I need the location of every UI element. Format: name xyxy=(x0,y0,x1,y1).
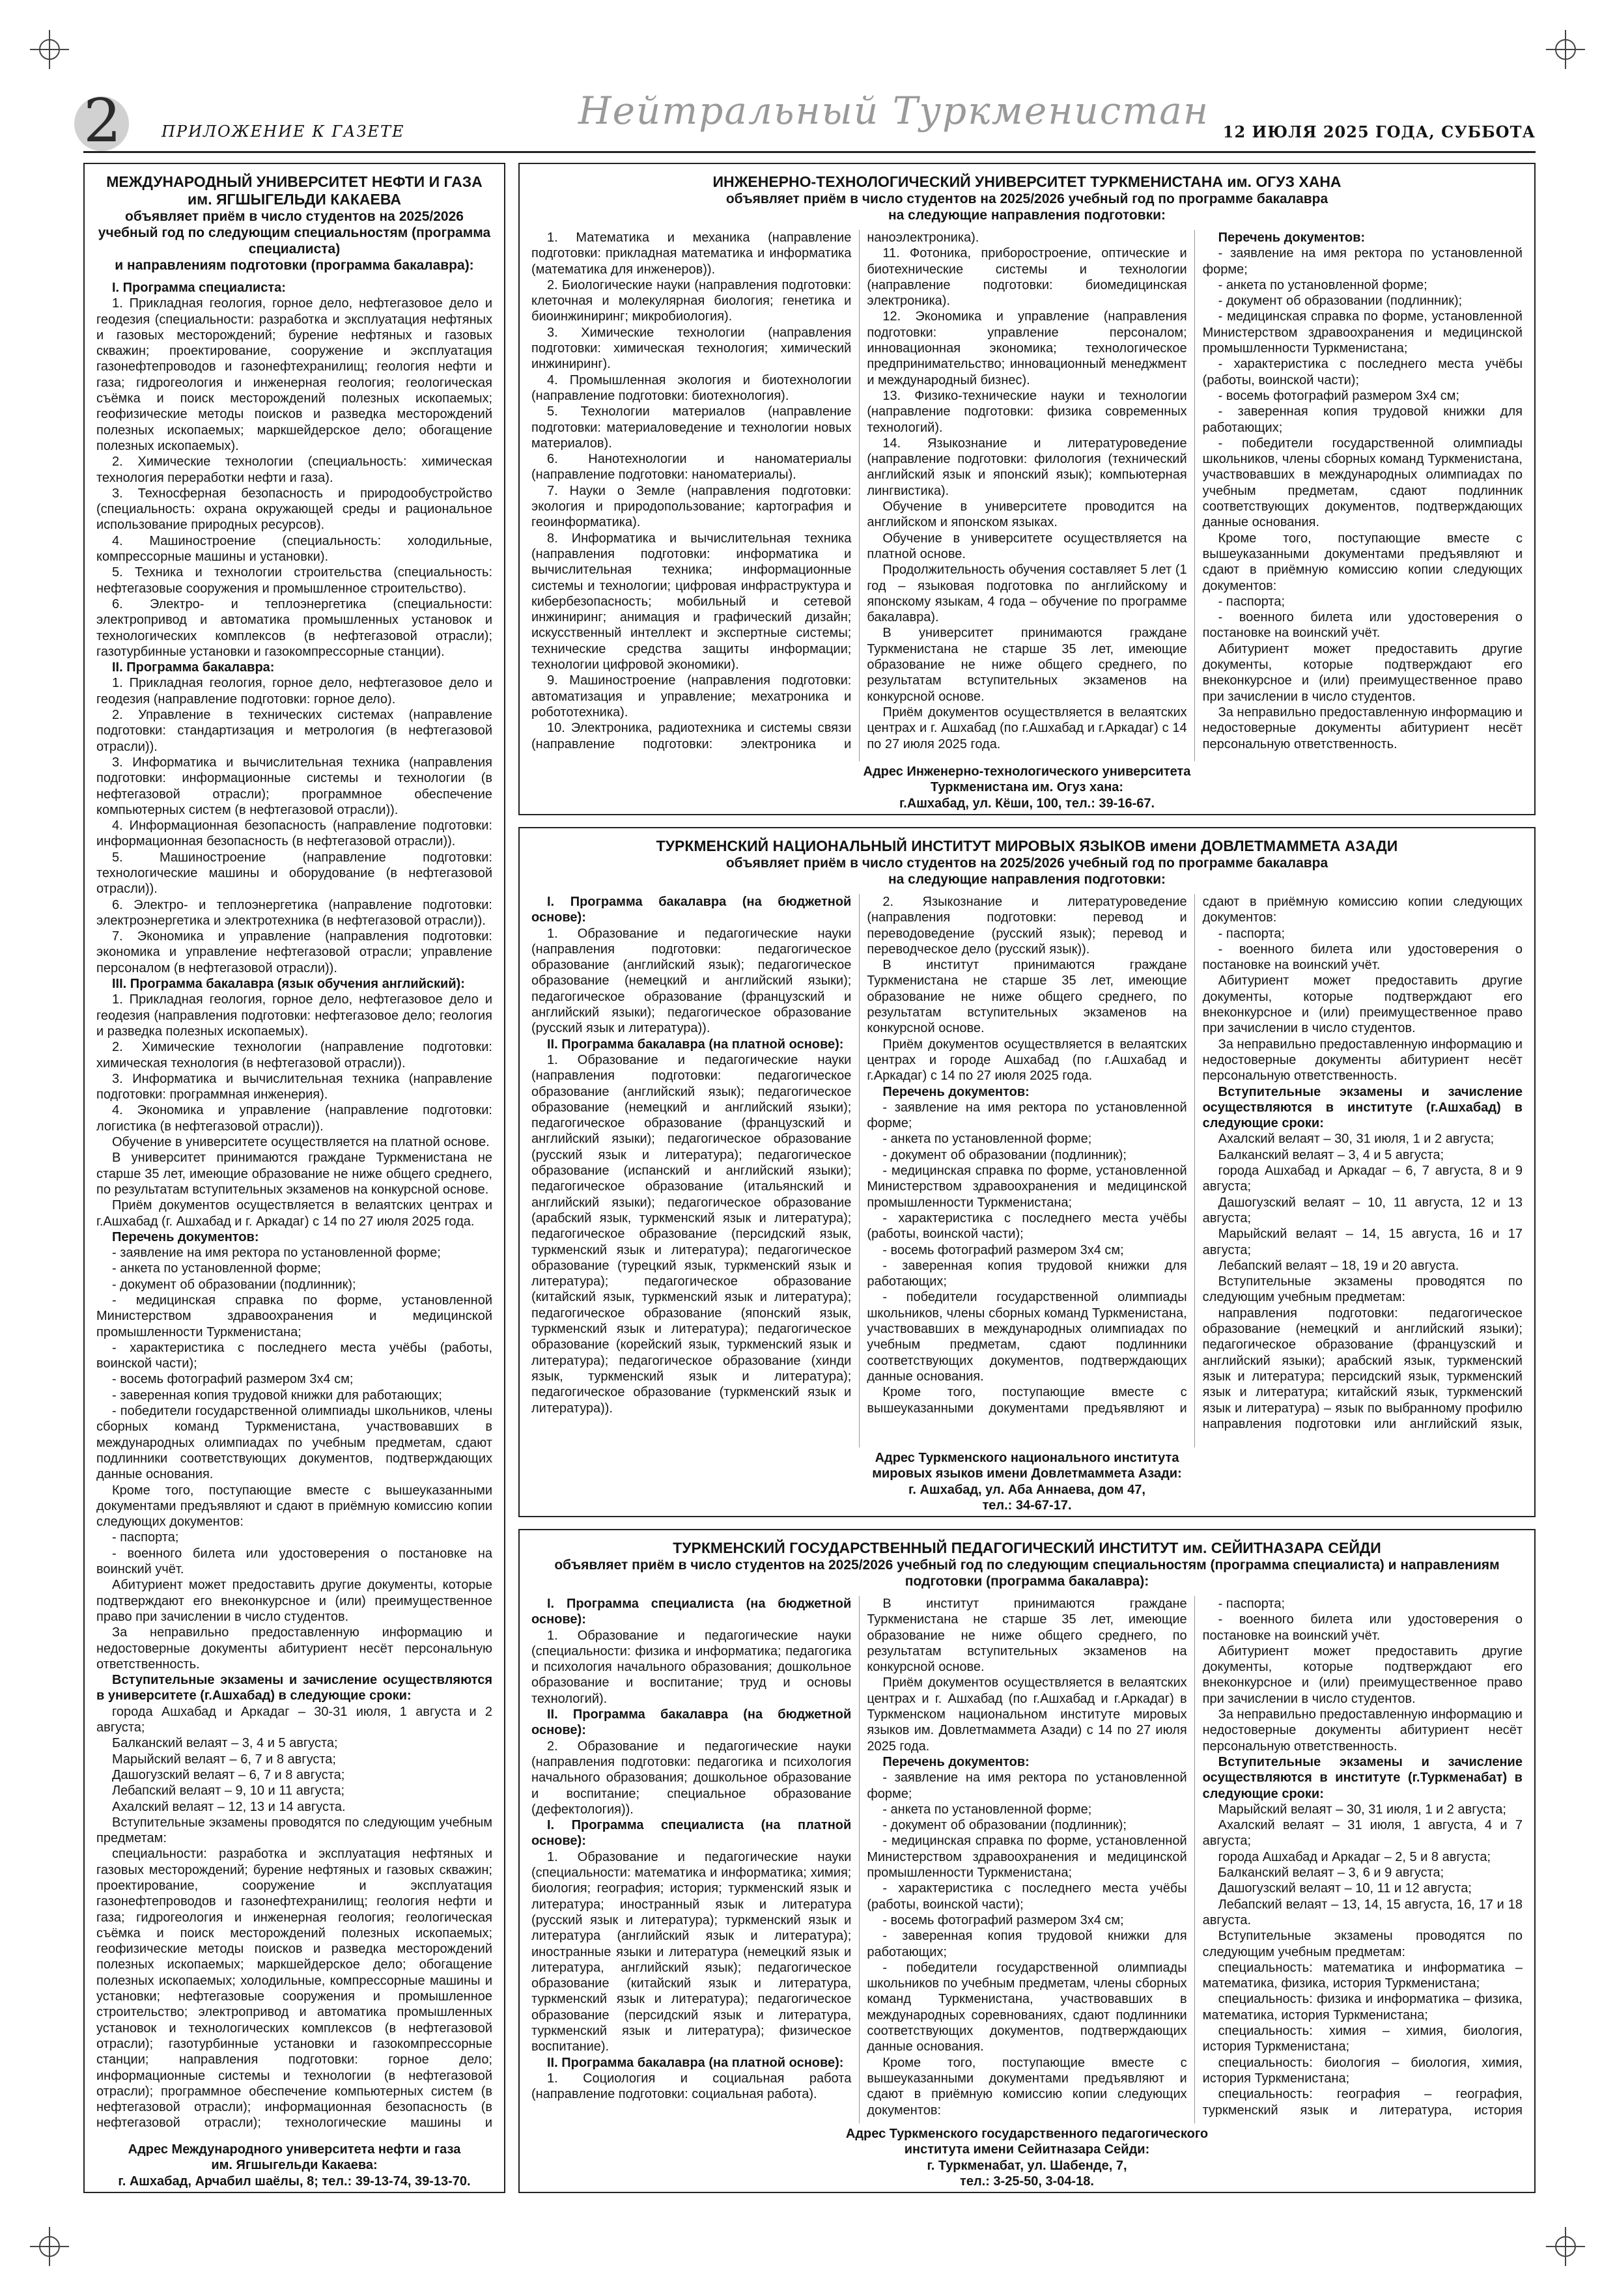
article-paragraph: 4. Информационная безопасность (направление подготовки: информационная безопасность (в нефтегазовой отрасли)). xyxy=(96,819,492,849)
article-paragraph: 3. Информатика и вычислительная техника (направления подготовки: информационные системы и технологии (в нефтегазовой отрасли); программное обеспечение компьютерных систем (в нефтегазовой отрасли)). xyxy=(96,755,492,817)
article-paragraph: - победители государственной олимпиады школьников по учебным предметам, члены сборных команд Туркменистана, участвовавших в международных соревнованиях, сдают подлинники соответствующих документов, подтверждающих данные основания. xyxy=(867,1960,1187,2054)
article-paragraph: 8. Информатика и вычислительная техника (направления подготовки: информатика и вычислительная техника; информационные системы и технологии; цифровая инфраструктура и кибербезопасность; мобильный и сетевой инжиниринг; анимация и графический дизайн; искусственный интеллект и экспертные системы; технические средства защиты информации; технологии цифровой экономики). xyxy=(531,531,852,673)
article-paragraph: - медицинская справка по форме, установленной Министерством здравоохранения и медицинской промышленности Туркменистана; xyxy=(96,1293,492,1339)
article-paragraph: - анкета по установленной форме; xyxy=(1218,277,1427,292)
article-paragraph: Приём документов осуществляется в велаятских центрах и г.Ашхабад (г. Ашхабад и г. Аркадаг) с 14 по 27 июля 2025 года. xyxy=(96,1198,492,1229)
article-paragraph: I. Программа специалиста: xyxy=(112,281,286,295)
article-paragraph: 5. Машиностроение (направление подготовки: технологические машины и оборудование (в нефтегазовой отрасли)). xyxy=(96,850,492,897)
article-paragraph: - заявление на имя ректора по установленной форме; xyxy=(1202,246,1523,277)
article-paragraph: Кроме того, поступающие вместе с вышеуказанными документами предъявляют и сдают в приёмную комиссию копии следующих документов: xyxy=(96,1483,492,1530)
article-paragraph: 1. Математика и механика (направление подготовки: прикладная математика и информатика (математика для инженеров)). xyxy=(531,231,852,277)
crop-mark-top-left xyxy=(30,30,69,69)
article-world-languages-institute xyxy=(518,827,1536,1517)
article-paragraph: - заявление на имя ректора по установленной форме; xyxy=(867,1100,1187,1131)
article-paragraph: - паспорта; xyxy=(1218,926,1285,941)
article-paragraph: - анкета по установленной форме; xyxy=(882,1132,1092,1147)
article-paragraph: 12. Экономика и управление (направления подготовки: управление персоналом; инновационная экономика; технологическое предпринимательство; инновационный менеджмент и международный бизнес). xyxy=(867,309,1187,387)
article-paragraph: Балканский велаят – 3, 4 и 5 августа; xyxy=(112,1736,338,1751)
article-paragraph: За неправильно предоставленную информацию и недостоверные документы абитуриент несёт персональную ответственность. xyxy=(1202,705,1523,751)
article-paragraph: - восемь фотографий размером 3х4 см; xyxy=(1218,388,1460,403)
article-paragraph: Вступительные экзамены и зачисление осуществляются в институте (г.Туркменабат) в следующие сроки: xyxy=(1202,1754,1523,1801)
article-paragraph: Дашогузский велаят – 10, 11 и 12 августа; xyxy=(1218,1881,1472,1896)
article-paragraph: 6. Электро- и теплоэнергетика (направление подготовки: электроэнергетика и электротехника (в нефтегазовой отрасли)). xyxy=(96,897,492,928)
article-paragraph: - заверенная копия трудовой книжки для работающих; xyxy=(867,1929,1187,1959)
article-paragraph: Обучение в университете осуществляется на платной основе. xyxy=(112,1135,490,1150)
article-paragraph: II. Программа бакалавра (на платной основе): xyxy=(547,2055,844,2070)
article-paragraph: 1. Прикладная геология, горное дело, нефтегазовое дело и геодезия (специальности: разработка и эксплуатация нефтяных и газовых месторождений; бурение нефтяных и газовых скважин; проектирование, сооружение и эксплуатация газонефтепроводов и газонефтехранилищ; геология нефти и газа; гидрогеология и инженерная геология; геологическая съёмка и поиск месторождений полезных ископаемых; геофизические методы поисков и разведка месторождений полезных ископаемых; маркшейдерское дело; обогащение полезных ископаемых). xyxy=(96,296,492,453)
page-header xyxy=(83,86,1536,156)
article-paragraph: 1. Образование и педагогические науки (направления подготовки: педагогическое образование (английский язык); педагогическое образование (немецкий и английский языки); педагогическое образование (французский и английский языки); педагогическое образование (русский язык и литература)). xyxy=(531,926,852,1036)
article-paragraph: Обучение в университете осуществляется на платной основе. xyxy=(867,531,1187,561)
article-paragraph: - заявление на имя ректора по установленной форме; xyxy=(112,1246,441,1261)
article-paragraph: Обучение в университете проводится на английском и японском языках. xyxy=(867,499,1187,530)
article-paragraph: Вступительные экзамены проводятся по следующим учебным предметам: xyxy=(96,1815,492,1846)
article-paragraph: - характеристика с последнего места учёбы (работы, воинской части); xyxy=(96,1340,492,1371)
article-paragraph: - паспорта; xyxy=(1218,594,1285,609)
article-paragraph: - анкета по установленной форме; xyxy=(882,1802,1092,1817)
article-paragraph: 4. Машиностроение (специальность: холодильные, компрессорные машины и установки). xyxy=(96,533,492,565)
article-paragraph: Продолжительность обучения составляет 5 лет (1 год – языковая подготовка по английскому и японскому языкам, 4 года – обучение по программе бакалавра). xyxy=(867,563,1187,625)
article-paragraph: - победители государственной олимпиады школьников, члены сборных команд Туркменистана, участвовавших в международных олимпиадах по учебным предметам, сдают подлинники соответствующих документов, подтверждающих данные основания. xyxy=(867,1290,1187,1384)
article-paragraph: Кроме того, поступающие вместе с вышеуказанными документами предъявляют и сдают в приёмную комиссию копии следующих документов: xyxy=(867,2055,1187,2118)
article-paragraph: - победители государственной олимпиады школьников, члены сборных команд Туркменистана, участвовавших в международных олимпиадах по учебным предметам, сдают подлинники соответствующих документов, подтверждающих данные основания. xyxy=(96,1404,492,1482)
article-paragraph: 2. Химические технологии (специальность: химическая технология переработки нефти и газа). xyxy=(96,455,492,485)
article-paragraph: Вступительные экзамены и зачисление осуществляются в университете (г.Ашхабад) в следующие сроки: xyxy=(96,1673,492,1703)
issue-date: 12 ИЮЛЯ 2025 ГОДА, СУББОТА xyxy=(1222,122,1536,141)
article-address xyxy=(96,2142,492,2189)
article-paragraph: Приём документов осуществляется в велаятских центрах и г. Ашхабад (по г.Ашхабад и г.Аркадаг) в Туркменском национальном институте мировых языков им. Довлетмаммета Азади) с 14 по 27 июля 2025 года. xyxy=(867,1675,1187,1754)
article-paragraph: - документ об образовании (подлинник); xyxy=(882,1147,1127,1162)
article-paragraph: 1. Прикладная геология, горное дело, нефтегазовое дело и геодезия (направления подготовки: нефтегазовое дело; геология и разведка полезных ископаемых). xyxy=(96,992,492,1039)
article-paragraph: - документ об образовании (подлинник); xyxy=(882,1818,1127,1833)
article-paragraph: Кроме того, поступающие вместе с вышеуказанными документами предъявляют и сдают в приёмную комиссию копии следующих документов: xyxy=(1202,531,1523,593)
article-paragraph: Ахалский велаят – 31 июля, 1 августа, 4 и 7 августа; xyxy=(1202,1818,1523,1849)
article-subtitle: объявляет приём в число студентов на 2025/2026 учебный год по следующим специальностям (программа специалиста) xyxy=(98,209,491,257)
address-line: мировых языков имени Довлетмаммета Азади: xyxy=(872,1466,1182,1481)
article-subtitle-2: на следующие направления подготовки: xyxy=(888,872,1166,887)
article-oil-gas-university xyxy=(83,163,505,2193)
article-paragraph: специальности: разработка и эксплуатация нефтяных и газовых месторождений; бурение нефтяных и газовых скважин; проектирование, сооружение и эксплуатация газонефтепроводов и газонефтехранилищ; геология нефти и газа; гидрогеология и инженерная геология; геологическая съёмка и поиск месторождений полезных ископаемых; геофизические методы поисков и разведка месторождений полезных ископаемых; маркшейдерское дело; обогащение полезных ископаемых; холодильные, компрессорные машины и установки; нефтегазовые сооружения и промышленное строительство; электропривод и автоматика промышленных установок и технологических комплексов (в нефтегазовой отрасли); газотурбинные установки и газокомпрессорные станции; направления подготовки: горное дело; информационные системы и технологии (в нефтегазовой отрасли); программное обеспечение компьютерных систем (в нефтегазовой отрасли); информационная безопасность (в нефтегазовой отрасли); технологические машины и xyxy=(96,1847,492,2131)
article-paragraph: 2. Биологические науки (направления подготовки: клеточная и молекулярная биология; генетика и биоинжиниринг; микробиология). xyxy=(531,277,852,324)
article-paragraph: - восемь фотографий размером 3х4 см; xyxy=(112,1372,354,1387)
article-paragraph: Ахалский велаят – 30, 31 июля, 1 и 2 августа; xyxy=(1218,1132,1495,1147)
article-paragraph: - военного билета или удостоверения о постановке на воинский учёт. xyxy=(1202,942,1523,973)
article-paragraph: Вступительные экзамены проводятся по следующим учебным предметам: xyxy=(1202,1929,1523,1959)
article-paragraph: II. Программа бакалавра (на бюджетной основе): xyxy=(531,1707,852,1738)
article-paragraph: 5. Техника и технологии строительства (специальность: нефтегазовые сооружения и промышленное строительство). xyxy=(96,565,492,596)
article-paragraph: - паспорта; xyxy=(1218,1597,1285,1611)
article-body xyxy=(531,230,1523,761)
address-line: им. Ягшыгельди Какаева: xyxy=(211,2158,378,2173)
article-subtitle-2: и направлениям подготовки (программа бакалавра): xyxy=(115,258,474,273)
article-paragraph: направления подготовки: педагогическое образование (немецкий и английский языки); педагогическое образование (французский и английский языки); арабский язык, туркменский язык и литература; персидский язык, туркменский язык и литература; китайский язык, туркменский язык и литература) – язык по выбранному профилю направления подготовки или английский язык, xyxy=(1202,1306,1523,1431)
article-paragraph: 1. Образование и педагогические науки (специальности: математика и информатика; химия; биология; география; история; туркменский язык и литература; иностранный язык и литература (русский язык и литература); туркменский язык и литература (английский язык и литература); иностранные языки и литература (немецкий язык и литература, английский язык); педагогическое образование (китайский язык и литература, туркменский язык и литература); педагогическое образование (персидский язык и литература, туркменский язык и литература); физическое воспитание). xyxy=(531,1849,852,2054)
address-line: тел.: 34-67-17. xyxy=(982,1498,1072,1513)
article-paragraph: 6. Электро- и теплоэнергетика (специальности: электропривод и автоматика промышленных установок и технологических комплексов (в нефтегазовой отрасли); газотурбинные установки и газокомпрессорные станции). xyxy=(96,596,492,659)
article-paragraph: Балканский велаят – 3, 4 и 5 августа; xyxy=(1218,1147,1444,1162)
article-paragraph: За неправильно предоставленную информацию и недостоверные документы абитуриент несёт персональную ответственность. xyxy=(96,1625,492,1672)
article-paragraph: Абитуриент может предоставить другие документы, которые подтверждают его внеконкурсное и (или) преимущественное право при зачислении в число студентов. xyxy=(1202,973,1523,1036)
article-paragraph: специальность: биология – биология, химия, история Туркменистана; xyxy=(1202,2055,1523,2086)
article-paragraph: I. Программа бакалавра (на бюджетной основе): xyxy=(531,895,852,925)
article-paragraph: Марыйский велаят – 30, 31 июля, 1 и 2 августа; xyxy=(1218,1802,1506,1817)
article-paragraph: Приём документов осуществляется в велаятских центрах и г. Ашхабад (по г.Ашхабад и г.Аркадаг) с 14 по 27 июля 2025 года. xyxy=(867,705,1187,751)
article-paragraph: 9. Машиностроение (направления подготовки: автоматизация и управление; мехатроника и робототехника). xyxy=(531,673,852,720)
article-paragraph: Приём документов осуществляется в велаятских центрах и городе Ашхабад (по г.Ашхабад и г.Аркадаг) с 14 по 27 июля 2025 года. xyxy=(867,1037,1187,1084)
article-paragraph: Абитуриент может предоставить другие документы, которые подтверждают его внеконкурсное и (или) преимущественное право при зачислении в число студентов. xyxy=(1202,641,1523,704)
article-paragraph: - восемь фотографий размером 3х4 см; xyxy=(882,1242,1124,1257)
article-paragraph: 3. Химические технологии (направления подготовки: химическая технология; химический инжиниринг). xyxy=(531,325,852,372)
article-paragraph: 1. Социология и социальная работа (направление подготовки: социальная работа). xyxy=(531,2071,852,2102)
supplement-label: ПРИЛОЖЕНИЕ К ГАЗЕТЕ xyxy=(162,122,405,141)
article-paragraph: - восемь фотографий размером 3х4 см; xyxy=(882,1912,1124,1927)
article-paragraph: II. Программа бакалавра (на платной основе): xyxy=(547,1037,844,1052)
article-title: ТУРКМЕНСКИЙ ГОСУДАРСТВЕННЫЙ ПЕДАГОГИЧЕСКИЙ ИНСТИТУТ им. СЕЙИТНАЗАРА СЕЙДИ xyxy=(673,1539,1381,1556)
article-paragraph: 4. Промышленная экология и биотехнологии (направление подготовки: биотехнология). xyxy=(531,372,852,403)
address-line: Адрес Туркменского государственного педагогического xyxy=(845,2127,1209,2141)
article-paragraph: города Ашхабад и Аркадаг – 30-31 июля, 1 августа и 2 августа; xyxy=(96,1704,492,1735)
article-paragraph: 2. Языкознание и литературоведение (направления подготовки: перевод и переводоведение (русский язык); перевод и переводческое дело (русский язык)). xyxy=(867,895,1187,957)
article-paragraph: 13. Физико-технические науки и технологии (направление подготовки: физика современных технологий). xyxy=(867,388,1187,435)
address-line: Адрес Туркменского национального института xyxy=(875,1451,1179,1465)
article-paragraph: Дашогузский велаят – 10, 11 августа, 12 и 13 августа; xyxy=(1202,1195,1523,1225)
article-oguz-khan-university xyxy=(518,163,1536,815)
article-paragraph: В университет принимаются граждане Туркменистана не старше 35 лет, имеющие образование не ниже общего среднего, по результатам вступительных экзаменов на конкурсной основе. xyxy=(867,626,1187,704)
article-paragraph: 3. Техносферная безопасность и природообустройство (специальность: охрана окружающей среды и рациональное использование природных ресурсов). xyxy=(96,486,492,533)
article-paragraph: В институт принимаются граждане Туркменистана не старше 35 лет, имеющие образование не ниже общего среднего, по результатам вступительных экзаменов на конкурсной основе. xyxy=(867,958,1187,1036)
article-paragraph: Балканский велаят – 3, 6 и 9 августа; xyxy=(1218,1866,1444,1881)
article-paragraph: - характеристика с последнего места учёбы (работы, воинской части); xyxy=(867,1211,1187,1242)
article-paragraph: - заверенная копия трудовой книжки для работающих; xyxy=(112,1388,442,1403)
article-address xyxy=(531,1450,1523,1513)
address-line: г. Ашхабад, ул. Аба Аннаева, дом 47, xyxy=(908,1482,1145,1497)
article-paragraph: За неправильно предоставленную информацию и недостоверные документы абитуриент несёт персональную ответственность. xyxy=(1202,1707,1523,1754)
article-paragraph: - заверенная копия трудовой книжки для работающих; xyxy=(867,1258,1187,1289)
article-paragraph: В институт принимаются граждане Туркменистана не старше 35 лет, имеющие образование не ниже общего среднего, по результатам вступительных экзаменов на конкурсной основе. xyxy=(867,1597,1187,1675)
article-paragraph: - заверенная копия трудовой книжки для работающих; xyxy=(1202,404,1523,435)
article-paragraph: Вступительные экзамены и зачисление осуществляются в институте (г.Ашхабад) в следующие сроки: xyxy=(1202,1084,1523,1131)
article-body xyxy=(96,280,492,2139)
article-paragraph: специальность: география – география, туркменский язык и литература, история xyxy=(1202,2087,1523,2118)
article-paragraph: 6. Нанотехнологии и наноматериалы (направление подготовки: наноматериалы). xyxy=(531,452,852,483)
article-paragraph: города Ашхабад и Аркадаг – 2, 5 и 8 августа; xyxy=(1218,1849,1491,1864)
article-subtitle: объявляет приём в число студентов на 2025/2026 учебный год по программе бакалавра xyxy=(725,856,1328,871)
article-paragraph: 5. Технологии материалов (направление подготовки: материаловедение и технологии новых материалов). xyxy=(531,404,852,451)
article-paragraph: - анкета по установленной форме; xyxy=(112,1261,321,1276)
article-paragraph: Лебапский велаят – 9, 10 и 11 августа; xyxy=(112,1784,345,1799)
article-paragraph: 1. Образование и педагогические науки (направления подготовки: педагогическое образование (английский язык); педагогическое образование (немецкий и английский языки); педагогическое образование (французский и английский языки); педагогическое образование (русский язык и литература); педагогическое образование (испанский и английский языки); педагогическое образование (итальянский и английский языки); педагогическое образование (арабский язык, туркменский язык и литература); педагогическое образование (персидский язык, туркменский язык и литература); педагогическое образование (турецкий язык, туркменский язык и литература); педагогическое образование (китайский язык, туркменский язык и литература); педагогическое образование (японский язык, туркменский язык и литература); педагогическое образование (корейский язык, туркменский язык и литература); педагогическое образование (хинди язык, туркменский язык и литература); педагогическое образование (туркменский язык и литература)). xyxy=(531,1052,852,1416)
article-paragraph: В университет принимаются граждане Туркменистана не старше 35 лет, имеющие образование не ниже общего среднего, по результатам вступительных экзаменов на конкурсной основе. xyxy=(96,1151,492,1197)
article-paragraph: 1. Образование и педагогические науки (специальности: физика и информатика; педагогика и психология начального образования; дошкольное образование и воспитание; труд и основы технологий). xyxy=(531,1628,852,1706)
article-paragraph: Дашогузский велаят – 6, 7 и 8 августа; xyxy=(112,1767,345,1782)
article-paragraph: Лебапский велаят – 18, 19 и 20 августа. xyxy=(1218,1258,1459,1273)
article-paragraph: - характеристика с последнего места учёбы (работы, воинской части); xyxy=(867,1881,1187,1912)
article-paragraph: 7. Науки о Земле (направления подготовки: экология и природопользование; картография и геоинформатика). xyxy=(531,483,852,530)
article-address xyxy=(531,2126,1523,2189)
article-paragraph: 2. Образование и педагогические науки (направления подготовки: педагогика и психология начального образования; дошкольное образование и воспитание; специальное образование (дефектология)). xyxy=(531,1739,852,1817)
article-paragraph: 1. Прикладная геология, горное дело, нефтегазовое дело и геодезия (направление подготовки: горное дело). xyxy=(96,676,492,707)
article-title: МЕЖДУНАРОДНЫЙ УНИВЕРСИТЕТ НЕФТИ И ГАЗА им. ЯГШЫГЕЛЬДИ КАКАЕВА xyxy=(106,173,483,208)
article-paragraph: - медицинская справка по форме, установленной Министерством здравоохранения и медицинской промышленности Туркменистана; xyxy=(867,1834,1187,1881)
article-paragraph: Вступительные экзамены проводятся по следующим учебным предметам: xyxy=(1202,1274,1523,1305)
article-subtitle-2: на следующие направления подготовки: xyxy=(888,208,1166,223)
article-paragraph: 3. Информатика и вычислительная техника (направление подготовки: программная инженерия). xyxy=(96,1071,492,1102)
address-line: г.Ашхабад, ул. Кёши, 100, тел.: 39-16-67. xyxy=(899,796,1155,811)
article-paragraph: специальность: химия – химия, биология, история Туркменистана; xyxy=(1202,2024,1523,2054)
article-title: ТУРКМЕНСКИЙ НАЦИОНАЛЬНЫЙ ИНСТИТУТ МИРОВЫХ ЯЗЫКОВ имени ДОВЛЕТМАММЕТА АЗАДИ xyxy=(656,837,1398,854)
article-paragraph: специальность: математика и информатика – математика, физика, история Туркменистана; xyxy=(1202,1960,1523,1991)
article-paragraph: Лебапский велаят – 13, 14, 15 августа, 16, 17 и 18 августа. xyxy=(1202,1897,1523,1927)
crop-mark-bottom-right xyxy=(1546,2227,1585,2266)
article-title: ИНЖЕНЕРНО-ТЕХНОЛОГИЧЕСКИЙ УНИВЕРСИТЕТ ТУРКМЕНИСТАНА им. ОГУЗ ХАНА xyxy=(712,173,1341,190)
crop-mark-bottom-left xyxy=(30,2227,69,2266)
article-paragraph: - документ об образовании (подлинник); xyxy=(112,1277,356,1292)
article-paragraph: Ахалский велаят – 12, 13 и 14 августа. xyxy=(112,1799,346,1814)
article-paragraph: - документ об образовании (подлинник); xyxy=(1218,294,1463,309)
article-paragraph: За неправильно предоставленную информацию и недостоверные документы абитуриент несёт персональную ответственность. xyxy=(1202,1037,1523,1084)
article-paragraph: - характеристика с последнего места учёбы (работы, воинской части); xyxy=(1202,357,1523,387)
address-line: Туркменистана им. Огуз хана: xyxy=(930,780,1124,795)
article-paragraph: - медицинская справка по форме, установленной Министерством здравоохранения и медицинской промышленности Туркменистана; xyxy=(1202,309,1523,356)
article-paragraph: Абитуриент может предоставить другие документы, которые подтверждают его внеконкурсное и (или) преимущественное право при зачислении в число студентов. xyxy=(96,1578,492,1624)
address-line: Адрес Инженерно-технологического университета xyxy=(863,764,1191,779)
article-paragraph: специальность: физика и информатика – физика, математика, история Туркменистана; xyxy=(1202,1992,1523,2023)
article-paragraph: I. Программа специалиста (на бюджетной основе): xyxy=(531,1597,852,1627)
article-paragraph: Перечень документов: xyxy=(882,1084,1030,1099)
article-body xyxy=(531,1596,1523,2123)
address-line: г. Ашхабад, Арчабил шаёлы, 8; тел.: 39-13-74, 39-13-70. xyxy=(118,2174,471,2189)
article-paragraph: - заявление на имя ректора по установленной форме; xyxy=(867,1771,1187,1801)
article-paragraph: 11. Фотоника, приборостроение, оптические и биотехнические системы и технологии (направление подготовки: биомедицинская электроника). xyxy=(867,246,1187,309)
article-paragraph: - военного билета или удостоверения о постановке на воинский учёт. xyxy=(96,1546,492,1577)
article-paragraph: III. Программа бакалавра (язык обучения английский): xyxy=(112,977,465,992)
article-paragraph: Кроме того, поступающие вместе с вышеуказанными документами предъявляют и сдают в приёмную комиссию копии следующих документов: xyxy=(867,895,1523,1416)
article-paragraph: 2. Управление в технических системах (направление подготовки: стандартизация и метрология (в нефтегазовой отрасли)). xyxy=(96,708,492,754)
article-paragraph: Абитуриент может предоставить другие документы, которые подтверждают его внеконкурсное и (или) преимущественное право при зачислении в число студентов. xyxy=(1202,1644,1523,1706)
article-paragraph: Перечень документов: xyxy=(882,1754,1030,1769)
address-line: Адрес Международного университета нефти и газа xyxy=(128,2142,461,2157)
article-paragraph: Марыйский велаят – 6, 7 и 8 августа; xyxy=(112,1752,336,1767)
page-number: 2 xyxy=(83,91,143,151)
crop-mark-top-right xyxy=(1546,30,1585,69)
article-paragraph: Перечень документов: xyxy=(1218,231,1366,245)
address-line: тел.: 3-25-50, 3-04-18. xyxy=(960,2174,1094,2189)
newspaper-masthead: Нейтральный Туркменистан xyxy=(578,89,1210,133)
article-pedagogical-institute xyxy=(518,1529,1536,2193)
address-line: г. Туркменабат, ул. Шабенде, 7, xyxy=(927,2158,1127,2173)
article-paragraph: - медицинская справка по форме, установленной Министерством здравоохранения и медицинской промышленности Туркменистана; xyxy=(867,1164,1187,1210)
article-paragraph: - военного билета или удостоверения о постановке на воинский учёт. xyxy=(1202,610,1523,641)
article-paragraph: 2. Химические технологии (направление подготовки: химическая технология (в нефтегазовой отрасли)). xyxy=(96,1040,492,1071)
article-paragraph: 14. Языкознание и литературоведение (направление подготовки: филология (технический английский язык и японский язык); компьютерная лингвистика). xyxy=(867,436,1187,498)
article-paragraph: I. Программа специалиста (на платной основе): xyxy=(531,1818,852,1849)
article-paragraph: города Ашхабад и Аркадаг – 6, 7 августа, 8 и 9 августа; xyxy=(1202,1164,1523,1194)
article-paragraph: 4. Экономика и управление (направление подготовки: логистика (в нефтегазовой отрасли)). xyxy=(96,1103,492,1134)
article-address xyxy=(531,764,1523,811)
article-paragraph: 10. Электроника, радиотехника и системы связи (направление подготовки: электроника и наноэлектроника). xyxy=(531,231,979,751)
article-subtitle: объявляет приём в число студентов на 2025/2026 учебный год по программе бакалавра xyxy=(725,191,1328,206)
article-paragraph: II. Программа бакалавра: xyxy=(112,660,275,675)
article-paragraph: - победители государственной олимпиады школьников, члены сборных команд Туркменистана, участвовавших в международных олимпиадах по учебным предметам, сдают подлинник соответствующих документов, подтверждающих данные основания. xyxy=(1202,436,1523,530)
article-subtitle: объявляет приём в число студентов на 2025/2026 учебный год по следующим специальностям (программа специалиста) и направлениям подготовки (программа бакалавра): xyxy=(554,1558,1500,1589)
article-paragraph: 7. Экономика и управление (направления подготовки: экономика и управление нефтегазовой отрасли; управление персоналом (в нефтегазовой отрасли)). xyxy=(96,929,492,975)
article-paragraph: Марыйский велаят – 14, 15 августа, 16 и 17 августа; xyxy=(1202,1227,1523,1257)
address-line: института имени Сейитназара Сейди: xyxy=(904,2142,1150,2157)
article-body xyxy=(531,894,1523,1448)
article-paragraph: - военного билета или удостоверения о постановке на воинский учёт. xyxy=(1202,1612,1523,1643)
article-paragraph: Перечень документов: xyxy=(112,1229,259,1244)
article-paragraph: - паспорта; xyxy=(112,1530,179,1545)
